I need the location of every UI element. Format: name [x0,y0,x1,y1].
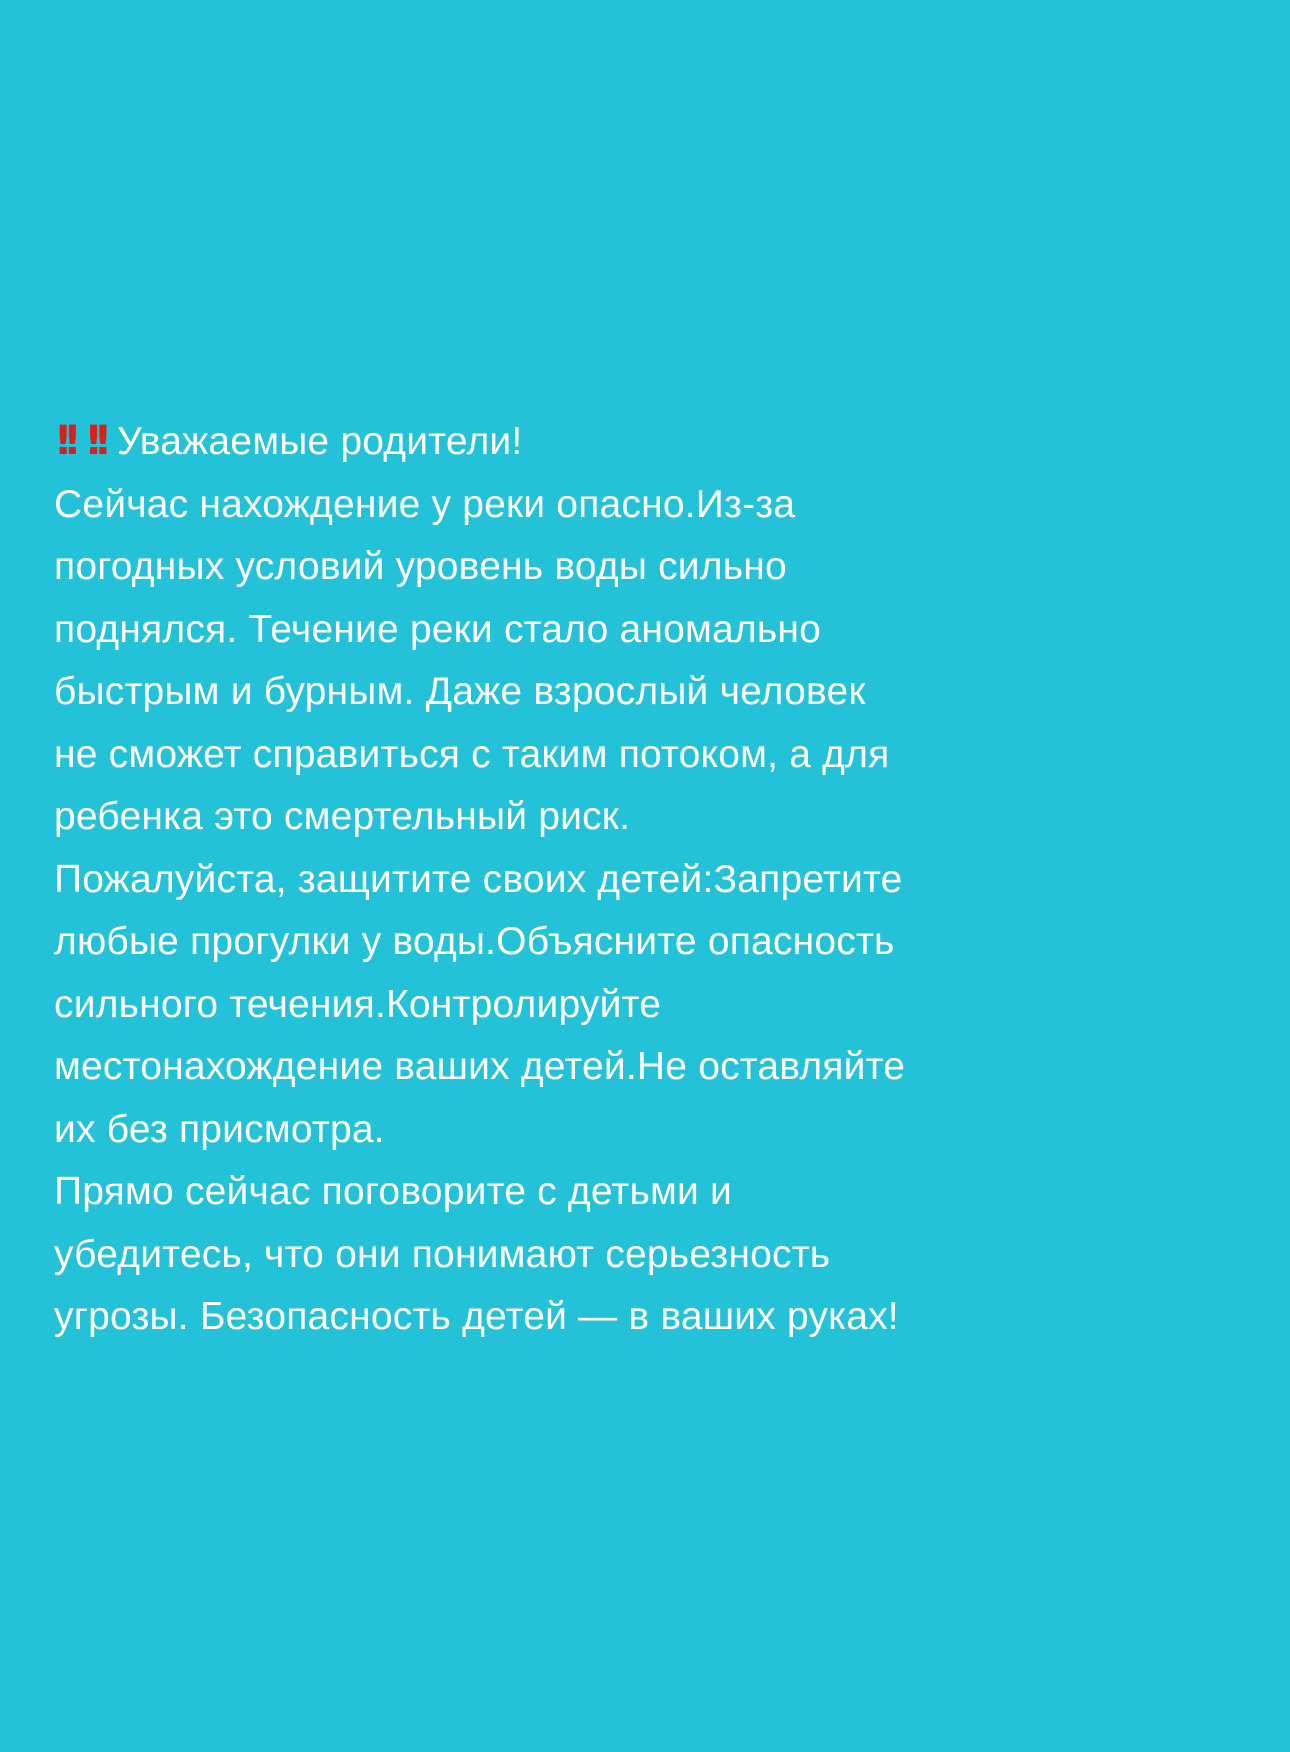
greeting-text: Уважаемые родители! [116,420,523,463]
message-line: их без присмотра. [54,1107,385,1151]
double-exclamation-icon: !! [84,418,103,464]
message-line: убедитесь, что они понимают серьезность [54,1232,831,1276]
message-line: любые прогулки у воды.Объясните опасность [54,920,895,963]
message-line: местонахождение ваших детей.Не оставляйте [54,1045,906,1088]
message-line: сильного течения.Контролируйте [54,982,662,1026]
message-line: быстрым и бурным. Даже взрослый человек [54,670,866,713]
message-line: Прямо сейчас поговорите с детьми и [54,1170,733,1213]
message-line: ребенка это смертельный риск. [54,795,631,838]
message-line: угрозы. Безопасность детей — в ваших руках! [54,1295,899,1338]
message-line: погодных условий уровень воды сильно [54,545,787,588]
message-line: Пожалуйста, защитите своих детей:Запретите [54,857,903,901]
message-line: поднялся. Течение реки стало аномально [54,607,822,651]
message-line: не сможет справиться с таким потоком, а для [54,732,890,776]
message-line: Сейчас нахождение у реки опасно.Из-за [54,482,796,526]
greeting-line [54,410,1264,474]
double-exclamation-icon: !! [54,418,73,464]
message-text [54,410,1264,1349]
